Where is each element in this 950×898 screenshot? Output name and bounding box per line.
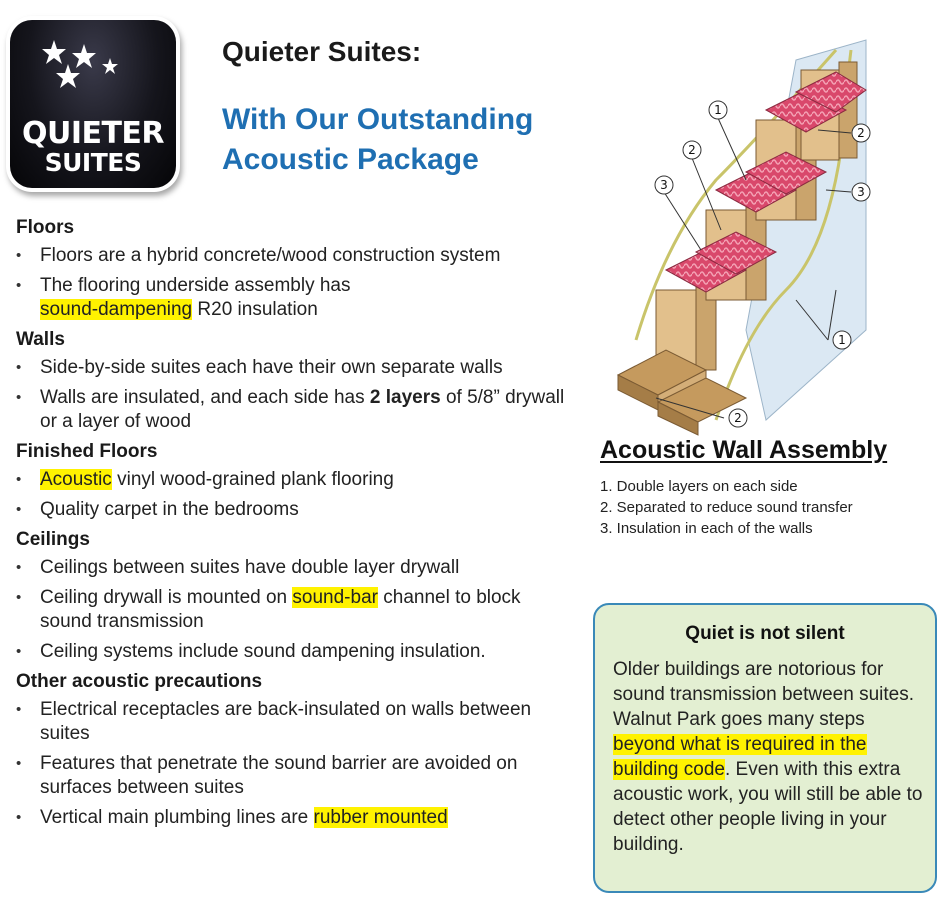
callout-label: 1 — [838, 333, 846, 347]
page-title: Quieter Suites: — [222, 36, 422, 67]
bold-text: 2 layers — [369, 387, 441, 408]
callout-body — [613, 657, 927, 857]
caption-item: 3. Insulation in each of the walls — [600, 520, 813, 537]
item-text: of 5/8” drywall or a layer of wood — [40, 387, 565, 432]
section-heading: Floors — [16, 217, 75, 238]
walls-section — [16, 328, 576, 434]
highlighted-text: beyond what is required in the building code — [613, 734, 867, 780]
caption-item: 1. Double layers on each side — [600, 478, 798, 495]
other-precautions-section — [16, 670, 576, 830]
diagram-caption-title: Acoustic Wall Assembly — [600, 436, 888, 464]
section-heading: Ceilings — [16, 529, 90, 550]
item-text: R20 insulation — [192, 299, 318, 320]
item-text: Walls are insulated, and each side has — [40, 387, 370, 408]
logo-badge — [10, 20, 176, 188]
callout-label: 2 — [688, 143, 696, 157]
list-item — [16, 274, 576, 322]
list-item — [16, 468, 576, 492]
callout-text: . Even with this extra acoustic work, you will still be able to detect other people living in your building. — [613, 759, 923, 855]
item-text: channel to block sound transmission — [40, 587, 521, 632]
callout-label: 3 — [660, 178, 668, 192]
item-text: Quality carpet in the bedrooms — [40, 499, 299, 520]
logo-text-line1: QUIETER — [21, 116, 165, 151]
finished-floors-section — [16, 440, 576, 522]
subtitle-line2: Acoustic Package — [222, 143, 479, 176]
item-text: The flooring underside assembly has — [40, 275, 351, 296]
item-text: Ceilings between suites have double layer drywall — [40, 557, 460, 578]
quieter-suites-logo — [6, 16, 180, 192]
list-item — [16, 586, 576, 634]
list-item — [16, 640, 576, 664]
logo-text-line2: SUITES — [44, 148, 142, 177]
highlighted-text: rubber mounted — [313, 807, 448, 828]
floors-section — [16, 216, 576, 322]
callout-label: 2 — [857, 126, 865, 140]
caption-item: 2. Separated to reduce sound transfer — [600, 499, 853, 516]
section-heading: Walls — [16, 329, 65, 350]
callout-label: 3 — [857, 185, 865, 199]
ceilings-section — [16, 528, 576, 664]
quiet-not-silent-callout — [593, 603, 937, 893]
highlighted-text: sound-dampening — [40, 299, 193, 320]
list-item — [16, 386, 576, 434]
feature-list — [16, 216, 576, 836]
section-heading: Other acoustic precautions — [16, 671, 263, 692]
list-item — [16, 752, 576, 800]
list-item — [16, 244, 576, 268]
subtitle-line1: With Our Outstanding — [222, 103, 534, 136]
item-text: Ceiling drywall is mounted on — [40, 587, 293, 608]
list-item — [16, 698, 576, 746]
list-item — [16, 556, 576, 580]
acoustic-wall-diagram — [596, 30, 946, 440]
list-item — [16, 356, 576, 380]
callout-title: Quiet is not silent — [685, 623, 845, 644]
diagram-caption-list — [600, 476, 853, 539]
item-text: Features that penetrate the sound barrier are avoided on surfaces between suites — [40, 753, 518, 798]
item-text: Vertical main plumbing lines are — [40, 807, 314, 828]
callout-text: Older buildings are notorious for sound transmission between suites. Walnut Park goes many steps — [613, 659, 914, 730]
list-item — [16, 498, 576, 522]
item-text: Side-by-side suites each have their own separate walls — [40, 357, 503, 378]
highlighted-text: sound-bar — [292, 587, 378, 608]
item-text: Floors are a hybrid concrete/wood construction system — [40, 245, 501, 266]
highlighted-text: Acoustic — [40, 469, 112, 490]
item-text: Ceiling systems include sound dampening insulation. — [40, 641, 486, 662]
item-text: vinyl wood-grained plank flooring — [111, 469, 394, 490]
callout-label: 1 — [714, 103, 722, 117]
page-subtitle — [222, 100, 602, 180]
callout-label: 2 — [734, 411, 742, 425]
section-heading: Finished Floors — [16, 441, 158, 462]
item-text: Electrical receptacles are back-insulated on walls between suites — [40, 699, 532, 744]
list-item — [16, 806, 576, 830]
